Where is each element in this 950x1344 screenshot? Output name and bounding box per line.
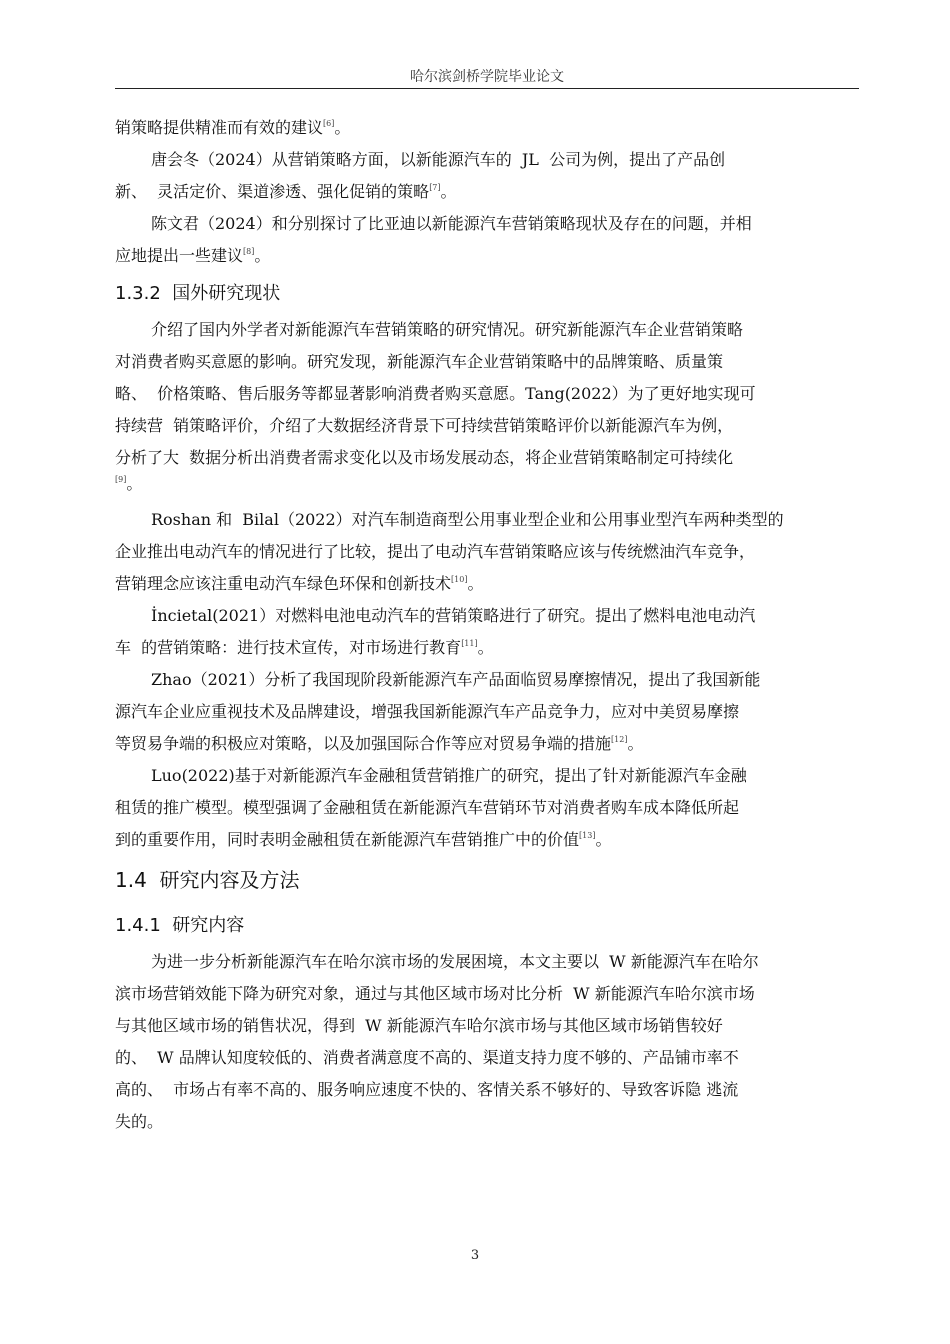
- citation: [12]: [611, 735, 628, 744]
- paragraph-line: 租赁的推广模型。模型强调了金融租赁在新能源汽车营销环节对消费者购车成本降低所起: [115, 798, 740, 817]
- text: 应地提出一些建议: [115, 246, 244, 265]
- paragraph-line: 持续营 销策略评价，介绍了大数据经济背景下可持续营销策略评价以新能源汽车为例，: [115, 416, 734, 435]
- paragraph-line: Zhao（2021）分析了我国现阶段新能源汽车产品面临贸易摩擦情况，提出了我国新能: [151, 670, 761, 689]
- text: 车 的营销策略：进行技术宣传，对市场进行教育: [115, 638, 462, 657]
- paragraph-line: 源汽车企业应重视技术及品牌建设，增强我国新能源汽车产品竞争力，应对中美贸易摩擦: [115, 702, 740, 721]
- text: 新、 灵活定价、渠道渗透、强化促销的策略: [115, 182, 430, 201]
- paragraph-line: 为进一步分析新能源汽车在哈尔滨市场的发展困境，本文主要以 W 新能源汽车在哈尔: [151, 952, 759, 971]
- text: 营销理念应该注重电动汽车绿色环保和创新技术: [115, 574, 452, 593]
- page-header: 哈尔滨剑桥学院毕业论文: [410, 69, 564, 85]
- text: 。: [440, 182, 457, 201]
- paragraph-line: 与其他区域市场的销售状况，得到 W 新能源汽车哈尔滨市场与其他区域市场销售较好: [115, 1016, 723, 1035]
- citation: [6]: [323, 119, 335, 128]
- text: 。: [467, 574, 484, 593]
- paragraph-line: [115, 176, 859, 208]
- section-heading: 1.3.2 国外研究现状: [115, 283, 281, 304]
- paragraph-line: 唐会冬（2024）从营销策略方面，以新能源汽车的 JL 公司为例，提出了产品创: [151, 150, 726, 169]
- paragraph-line: 分析了大 数据分析出消费者需求变化以及市场发展动态，将企业营销策略制定可持续化: [115, 448, 734, 467]
- chapter-heading: 1.4 研究内容及方法: [115, 868, 300, 892]
- text: 等贸易争端的积极应对策略，以及加强国际合作等应对贸易争端的措施: [115, 734, 612, 753]
- paragraph-line: [115, 240, 859, 272]
- citation: [9]: [115, 475, 127, 484]
- citation: [13]: [579, 831, 596, 840]
- paragraph-line: 介绍了国内外学者对新能源汽车营销策略的研究情况。研究新能源汽车企业营销策略: [151, 320, 744, 339]
- paragraph-line: [115, 474, 859, 494]
- paragraph-line: [115, 632, 859, 664]
- citation: [11]: [461, 639, 478, 648]
- citation: [8]: [243, 247, 255, 256]
- document-body: [115, 112, 859, 1138]
- citation: [10]: [451, 575, 468, 584]
- paragraph-line: [115, 824, 859, 856]
- text: 。: [254, 246, 271, 265]
- paragraph-line: 的、 W 品牌认知度较低的、消费者满意度不高的、渠道支持力度不够的、产品铺市率不: [115, 1048, 739, 1067]
- header-rule: [115, 88, 859, 89]
- paragraph-line: 企业推出电动汽车的情况进行了比较，提出了电动汽车营销策略应该与传统燃油汽车竞争，: [115, 542, 756, 561]
- paragraph-line: 滨市场营销效能下降为研究对象，通过与其他区域市场对比分析 W 新能源汽车哈尔滨市场: [115, 984, 755, 1003]
- page-number: 3: [470, 1248, 480, 1263]
- paragraph-line: Roshan 和 Bilal（2022）对汽车制造商型公用事业型企业和公用事业型汽车两种类型的: [151, 510, 784, 529]
- text: 。: [126, 474, 143, 493]
- text: 。: [595, 830, 612, 849]
- text: 。: [334, 118, 351, 137]
- paragraph-line: [115, 728, 859, 760]
- paragraph-line: 失的。: [115, 1112, 164, 1131]
- paragraph-line: [115, 112, 859, 144]
- citation: [7]: [429, 183, 441, 192]
- text: 。: [477, 638, 494, 657]
- text: 到的重要作用，同时表明金融租赁在新能源汽车营销推广中的价值: [115, 830, 580, 849]
- text: 。: [627, 734, 644, 753]
- paragraph-line: [115, 568, 859, 600]
- paragraph-line: 陈文君（2024）和分别探讨了比亚迪以新能源汽车营销策略现状及存在的问题，并相: [151, 214, 752, 233]
- text: 销策略提供精准而有效的建议: [115, 118, 324, 137]
- section-heading: 1.4.1 研究内容: [115, 915, 245, 936]
- paragraph-line: 对消费者购买意愿的影响。研究发现，新能源汽车企业营销策略中的品牌策略、质量策: [115, 352, 724, 371]
- paragraph-line: Luo(2022)基于对新能源汽车金融租赁营销推广的研究，提出了针对新能源汽车金融: [151, 766, 747, 785]
- paragraph-line: 高的、 市场占有率不高的、服务响应速度不快的、客情关系不够好的、导致客诉隐 逃流: [115, 1080, 739, 1099]
- paragraph-line: İncietal(2021）对燃料电池电动汽车的营销策略进行了研究。提出了燃料电池电动汽: [151, 606, 756, 625]
- paragraph-line: 略、 价格策略、售后服务等都显著影响消费者购买意愿。Tang(2022）为了更好地实现可: [115, 384, 756, 403]
